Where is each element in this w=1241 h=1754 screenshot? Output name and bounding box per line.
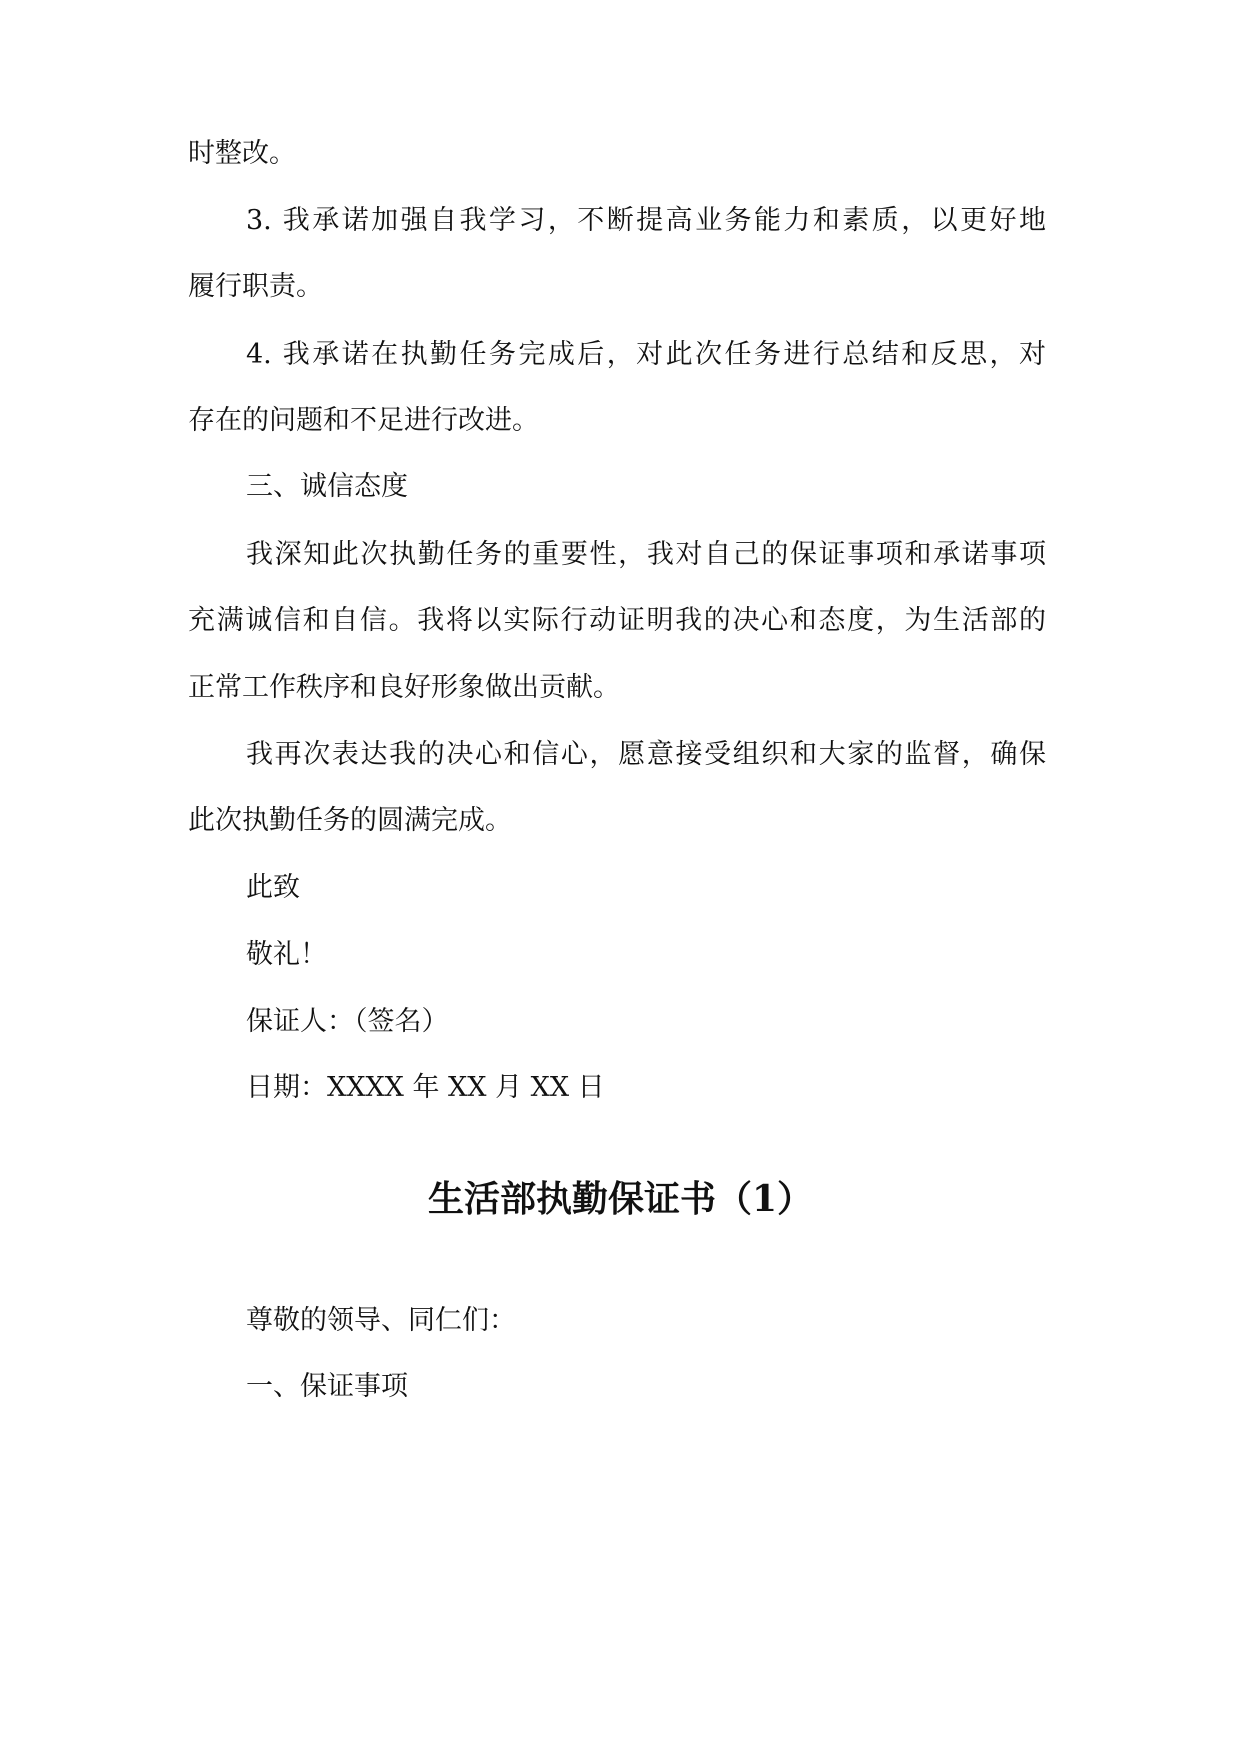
text-line: 3. 我承诺加强自我学习，不断提高业务能力和素质，以更好地 xyxy=(246,205,1046,236)
signature-line: 保证人：（签名） xyxy=(246,1006,449,1037)
text-line: 4. 我承诺在执勤任务完成后，对此次任务进行总结和反思，对 xyxy=(246,339,1046,370)
date-line: 日期：XXXX 年 XX 月 XX 日 xyxy=(246,1072,605,1103)
text-line: 充满诚信和自信。我将以实际行动证明我的决心和态度，为生活部的 xyxy=(188,605,1046,636)
text-line: 正常工作秩序和良好形象做出贡献。 xyxy=(188,672,620,703)
section-heading: 三、诚信态度 xyxy=(246,471,408,502)
salutation: 尊敬的领导、同仁们： xyxy=(246,1305,516,1336)
text-line: 履行职责。 xyxy=(188,271,323,302)
text-line: 此次执勤任务的圆满完成。 xyxy=(188,805,512,836)
closing-line: 敬礼！ xyxy=(246,939,327,970)
document-title: 生活部执勤保证书（1） xyxy=(427,1178,814,1220)
text-line: 我深知此次执勤任务的重要性，我对自己的保证事项和承诺事项 xyxy=(246,539,1046,570)
text-line: 时整改。 xyxy=(188,138,296,169)
closing-line: 此致 xyxy=(246,872,300,903)
section-heading: 一、保证事项 xyxy=(246,1371,408,1402)
text-line: 存在的问题和不足进行改进。 xyxy=(188,405,539,436)
text-line: 我再次表达我的决心和信心，愿意接受组织和大家的监督，确保 xyxy=(246,739,1046,770)
